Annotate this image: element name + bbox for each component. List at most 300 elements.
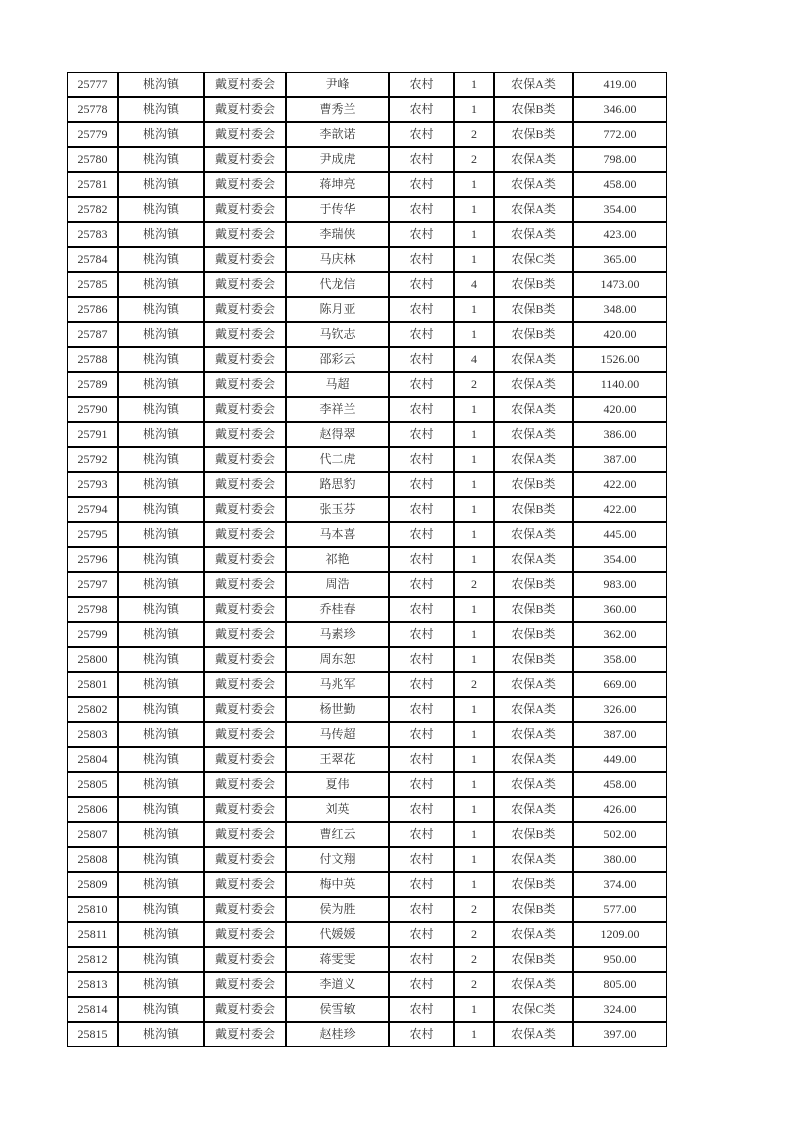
cell-persons: 1 bbox=[454, 247, 494, 272]
cell-id: 25777 bbox=[67, 72, 118, 97]
cell-village: 戴夏村委会 bbox=[204, 272, 286, 297]
table-row bbox=[67, 672, 667, 697]
cell-village: 戴夏村委会 bbox=[204, 322, 286, 347]
cell-town: 桃沟镇 bbox=[118, 147, 204, 172]
cell-persons: 1 bbox=[454, 872, 494, 897]
cell-id: 25796 bbox=[67, 547, 118, 572]
cell-persons: 1 bbox=[454, 172, 494, 197]
cell-name: 付文翔 bbox=[286, 847, 389, 872]
cell-name: 祁艳 bbox=[286, 547, 389, 572]
cell-amount: 358.00 bbox=[573, 647, 667, 672]
cell-persons: 1 bbox=[454, 422, 494, 447]
cell-town: 桃沟镇 bbox=[118, 597, 204, 622]
cell-village: 戴夏村委会 bbox=[204, 472, 286, 497]
cell-id: 25792 bbox=[67, 447, 118, 472]
cell-category: 农保B类 bbox=[494, 822, 573, 847]
cell-name: 蒋雯雯 bbox=[286, 947, 389, 972]
cell-id: 25798 bbox=[67, 597, 118, 622]
table-row bbox=[67, 547, 667, 572]
cell-town: 桃沟镇 bbox=[118, 1022, 204, 1047]
table-row bbox=[67, 422, 667, 447]
table-row bbox=[67, 497, 667, 522]
cell-village: 戴夏村委会 bbox=[204, 447, 286, 472]
cell-town: 桃沟镇 bbox=[118, 572, 204, 597]
cell-persons: 1 bbox=[454, 222, 494, 247]
cell-id: 25815 bbox=[67, 1022, 118, 1047]
cell-amount: 1140.00 bbox=[573, 372, 667, 397]
cell-amount: 420.00 bbox=[573, 322, 667, 347]
cell-residence: 农村 bbox=[389, 522, 454, 547]
cell-town: 桃沟镇 bbox=[118, 197, 204, 222]
cell-id: 25799 bbox=[67, 622, 118, 647]
cell-town: 桃沟镇 bbox=[118, 222, 204, 247]
cell-village: 戴夏村委会 bbox=[204, 497, 286, 522]
cell-village: 戴夏村委会 bbox=[204, 672, 286, 697]
cell-amount: 1209.00 bbox=[573, 922, 667, 947]
cell-persons: 1 bbox=[454, 447, 494, 472]
cell-village: 戴夏村委会 bbox=[204, 922, 286, 947]
cell-village: 戴夏村委会 bbox=[204, 847, 286, 872]
cell-village: 戴夏村委会 bbox=[204, 947, 286, 972]
table-row bbox=[67, 147, 667, 172]
cell-residence: 农村 bbox=[389, 247, 454, 272]
cell-town: 桃沟镇 bbox=[118, 472, 204, 497]
cell-category: 农保A类 bbox=[494, 422, 573, 447]
cell-id: 25787 bbox=[67, 322, 118, 347]
cell-name: 马超 bbox=[286, 372, 389, 397]
cell-residence: 农村 bbox=[389, 847, 454, 872]
cell-name: 马兆军 bbox=[286, 672, 389, 697]
table-row bbox=[67, 1022, 667, 1047]
cell-amount: 326.00 bbox=[573, 697, 667, 722]
cell-category: 农保A类 bbox=[494, 722, 573, 747]
cell-town: 桃沟镇 bbox=[118, 822, 204, 847]
table-row bbox=[67, 347, 667, 372]
cell-name: 赵桂珍 bbox=[286, 1022, 389, 1047]
cell-name: 于传华 bbox=[286, 197, 389, 222]
cell-residence: 农村 bbox=[389, 872, 454, 897]
cell-name: 蒋坤亮 bbox=[286, 172, 389, 197]
cell-amount: 324.00 bbox=[573, 997, 667, 1022]
cell-town: 桃沟镇 bbox=[118, 922, 204, 947]
cell-residence: 农村 bbox=[389, 222, 454, 247]
cell-amount: 458.00 bbox=[573, 172, 667, 197]
cell-amount: 362.00 bbox=[573, 622, 667, 647]
table-row bbox=[67, 97, 667, 122]
table-row bbox=[67, 572, 667, 597]
cell-amount: 380.00 bbox=[573, 847, 667, 872]
cell-town: 桃沟镇 bbox=[118, 72, 204, 97]
cell-persons: 1 bbox=[454, 747, 494, 772]
cell-persons: 2 bbox=[454, 122, 494, 147]
table-row bbox=[67, 897, 667, 922]
table-row bbox=[67, 72, 667, 97]
cell-name: 尹成虎 bbox=[286, 147, 389, 172]
cell-persons: 1 bbox=[454, 697, 494, 722]
cell-id: 25779 bbox=[67, 122, 118, 147]
cell-residence: 农村 bbox=[389, 372, 454, 397]
cell-residence: 农村 bbox=[389, 197, 454, 222]
cell-residence: 农村 bbox=[389, 697, 454, 722]
cell-residence: 农村 bbox=[389, 297, 454, 322]
cell-village: 戴夏村委会 bbox=[204, 372, 286, 397]
cell-category: 农保A类 bbox=[494, 547, 573, 572]
cell-town: 桃沟镇 bbox=[118, 122, 204, 147]
table-row bbox=[67, 172, 667, 197]
cell-village: 戴夏村委会 bbox=[204, 822, 286, 847]
cell-residence: 农村 bbox=[389, 622, 454, 647]
cell-amount: 354.00 bbox=[573, 197, 667, 222]
cell-id: 25808 bbox=[67, 847, 118, 872]
cell-id: 25811 bbox=[67, 922, 118, 947]
cell-village: 戴夏村委会 bbox=[204, 597, 286, 622]
cell-amount: 346.00 bbox=[573, 97, 667, 122]
cell-name: 代二虎 bbox=[286, 447, 389, 472]
table-row bbox=[67, 372, 667, 397]
cell-town: 桃沟镇 bbox=[118, 872, 204, 897]
cell-id: 25790 bbox=[67, 397, 118, 422]
table-row bbox=[67, 397, 667, 422]
cell-town: 桃沟镇 bbox=[118, 772, 204, 797]
cell-amount: 950.00 bbox=[573, 947, 667, 972]
cell-residence: 农村 bbox=[389, 797, 454, 822]
pension-records-table bbox=[67, 72, 667, 1047]
table-row bbox=[67, 322, 667, 347]
table-row bbox=[67, 447, 667, 472]
cell-residence: 农村 bbox=[389, 572, 454, 597]
cell-town: 桃沟镇 bbox=[118, 997, 204, 1022]
table-row bbox=[67, 847, 667, 872]
cell-category: 农保B类 bbox=[494, 472, 573, 497]
cell-town: 桃沟镇 bbox=[118, 347, 204, 372]
cell-category: 农保A类 bbox=[494, 847, 573, 872]
cell-village: 戴夏村委会 bbox=[204, 747, 286, 772]
cell-residence: 农村 bbox=[389, 547, 454, 572]
cell-name: 周东恕 bbox=[286, 647, 389, 672]
cell-residence: 农村 bbox=[389, 822, 454, 847]
cell-town: 桃沟镇 bbox=[118, 947, 204, 972]
cell-residence: 农村 bbox=[389, 472, 454, 497]
cell-village: 戴夏村委会 bbox=[204, 572, 286, 597]
cell-amount: 1473.00 bbox=[573, 272, 667, 297]
cell-name: 周浩 bbox=[286, 572, 389, 597]
cell-persons: 1 bbox=[454, 472, 494, 497]
cell-persons: 4 bbox=[454, 272, 494, 297]
cell-category: 农保A类 bbox=[494, 172, 573, 197]
cell-residence: 农村 bbox=[389, 747, 454, 772]
cell-amount: 422.00 bbox=[573, 472, 667, 497]
cell-category: 农保B类 bbox=[494, 622, 573, 647]
cell-amount: 669.00 bbox=[573, 672, 667, 697]
cell-residence: 农村 bbox=[389, 97, 454, 122]
cell-id: 25813 bbox=[67, 972, 118, 997]
table-row bbox=[67, 122, 667, 147]
cell-name: 李歆诺 bbox=[286, 122, 389, 147]
cell-name: 刘英 bbox=[286, 797, 389, 822]
table-row bbox=[67, 697, 667, 722]
cell-persons: 4 bbox=[454, 347, 494, 372]
cell-category: 农保A类 bbox=[494, 347, 573, 372]
cell-village: 戴夏村委会 bbox=[204, 222, 286, 247]
cell-id: 25801 bbox=[67, 672, 118, 697]
cell-residence: 农村 bbox=[389, 947, 454, 972]
cell-id: 25786 bbox=[67, 297, 118, 322]
cell-id: 25809 bbox=[67, 872, 118, 897]
cell-name: 夏伟 bbox=[286, 772, 389, 797]
cell-village: 戴夏村委会 bbox=[204, 522, 286, 547]
cell-persons: 1 bbox=[454, 547, 494, 572]
cell-name: 梅中英 bbox=[286, 872, 389, 897]
cell-amount: 983.00 bbox=[573, 572, 667, 597]
cell-residence: 农村 bbox=[389, 597, 454, 622]
cell-residence: 农村 bbox=[389, 772, 454, 797]
cell-id: 25806 bbox=[67, 797, 118, 822]
table-row bbox=[67, 197, 667, 222]
cell-amount: 374.00 bbox=[573, 872, 667, 897]
cell-name: 赵得翠 bbox=[286, 422, 389, 447]
table-row bbox=[67, 947, 667, 972]
cell-category: 农保A类 bbox=[494, 1022, 573, 1047]
cell-name: 马钦志 bbox=[286, 322, 389, 347]
cell-category: 农保A类 bbox=[494, 972, 573, 997]
cell-name: 李瑞侠 bbox=[286, 222, 389, 247]
cell-village: 戴夏村委会 bbox=[204, 147, 286, 172]
cell-category: 农保A类 bbox=[494, 372, 573, 397]
cell-persons: 2 bbox=[454, 972, 494, 997]
table-body bbox=[67, 72, 667, 1047]
table-row bbox=[67, 822, 667, 847]
cell-persons: 1 bbox=[454, 647, 494, 672]
cell-category: 农保A类 bbox=[494, 522, 573, 547]
cell-id: 25814 bbox=[67, 997, 118, 1022]
cell-amount: 502.00 bbox=[573, 822, 667, 847]
cell-category: 农保A类 bbox=[494, 797, 573, 822]
cell-town: 桃沟镇 bbox=[118, 672, 204, 697]
cell-id: 25793 bbox=[67, 472, 118, 497]
cell-residence: 农村 bbox=[389, 922, 454, 947]
cell-residence: 农村 bbox=[389, 172, 454, 197]
cell-id: 25785 bbox=[67, 272, 118, 297]
cell-name: 李祥兰 bbox=[286, 397, 389, 422]
cell-residence: 农村 bbox=[389, 347, 454, 372]
cell-name: 乔桂春 bbox=[286, 597, 389, 622]
cell-name: 曹秀兰 bbox=[286, 97, 389, 122]
cell-town: 桃沟镇 bbox=[118, 172, 204, 197]
cell-category: 农保A类 bbox=[494, 697, 573, 722]
cell-town: 桃沟镇 bbox=[118, 697, 204, 722]
table-row bbox=[67, 972, 667, 997]
cell-village: 戴夏村委会 bbox=[204, 997, 286, 1022]
table-row bbox=[67, 522, 667, 547]
cell-residence: 农村 bbox=[389, 897, 454, 922]
cell-category: 农保B类 bbox=[494, 322, 573, 347]
cell-persons: 1 bbox=[454, 722, 494, 747]
cell-town: 桃沟镇 bbox=[118, 322, 204, 347]
table-row bbox=[67, 772, 667, 797]
cell-id: 25802 bbox=[67, 697, 118, 722]
cell-id: 25797 bbox=[67, 572, 118, 597]
cell-town: 桃沟镇 bbox=[118, 797, 204, 822]
cell-persons: 1 bbox=[454, 1022, 494, 1047]
table-row bbox=[67, 472, 667, 497]
cell-residence: 农村 bbox=[389, 972, 454, 997]
cell-id: 25812 bbox=[67, 947, 118, 972]
cell-town: 桃沟镇 bbox=[118, 972, 204, 997]
table-row bbox=[67, 997, 667, 1022]
cell-persons: 1 bbox=[454, 522, 494, 547]
cell-name: 陈月亚 bbox=[286, 297, 389, 322]
cell-name: 马素珍 bbox=[286, 622, 389, 647]
cell-id: 25804 bbox=[67, 747, 118, 772]
cell-amount: 387.00 bbox=[573, 447, 667, 472]
cell-village: 戴夏村委会 bbox=[204, 97, 286, 122]
cell-town: 桃沟镇 bbox=[118, 272, 204, 297]
cell-village: 戴夏村委会 bbox=[204, 897, 286, 922]
cell-town: 桃沟镇 bbox=[118, 247, 204, 272]
cell-id: 25800 bbox=[67, 647, 118, 672]
table-row bbox=[67, 597, 667, 622]
cell-village: 戴夏村委会 bbox=[204, 547, 286, 572]
cell-category: 农保B类 bbox=[494, 572, 573, 597]
cell-category: 农保A类 bbox=[494, 197, 573, 222]
cell-village: 戴夏村委会 bbox=[204, 722, 286, 747]
cell-village: 戴夏村委会 bbox=[204, 622, 286, 647]
cell-id: 25778 bbox=[67, 97, 118, 122]
cell-name: 尹峰 bbox=[286, 72, 389, 97]
cell-town: 桃沟镇 bbox=[118, 847, 204, 872]
cell-persons: 1 bbox=[454, 847, 494, 872]
cell-category: 农保B类 bbox=[494, 497, 573, 522]
cell-village: 戴夏村委会 bbox=[204, 1022, 286, 1047]
cell-amount: 419.00 bbox=[573, 72, 667, 97]
cell-village: 戴夏村委会 bbox=[204, 397, 286, 422]
cell-persons: 1 bbox=[454, 322, 494, 347]
table-row bbox=[67, 922, 667, 947]
cell-category: 农保B类 bbox=[494, 947, 573, 972]
cell-amount: 365.00 bbox=[573, 247, 667, 272]
cell-amount: 360.00 bbox=[573, 597, 667, 622]
cell-village: 戴夏村委会 bbox=[204, 972, 286, 997]
table-row bbox=[67, 722, 667, 747]
cell-residence: 农村 bbox=[389, 647, 454, 672]
cell-town: 桃沟镇 bbox=[118, 622, 204, 647]
cell-category: 农保A类 bbox=[494, 72, 573, 97]
cell-village: 戴夏村委会 bbox=[204, 772, 286, 797]
cell-persons: 1 bbox=[454, 797, 494, 822]
cell-amount: 348.00 bbox=[573, 297, 667, 322]
cell-name: 曹红云 bbox=[286, 822, 389, 847]
cell-id: 25810 bbox=[67, 897, 118, 922]
cell-persons: 2 bbox=[454, 147, 494, 172]
cell-village: 戴夏村委会 bbox=[204, 422, 286, 447]
cell-town: 桃沟镇 bbox=[118, 447, 204, 472]
cell-name: 张玉芬 bbox=[286, 497, 389, 522]
cell-amount: 387.00 bbox=[573, 722, 667, 747]
cell-village: 戴夏村委会 bbox=[204, 347, 286, 372]
cell-town: 桃沟镇 bbox=[118, 747, 204, 772]
table-row bbox=[67, 747, 667, 772]
cell-name: 杨世勤 bbox=[286, 697, 389, 722]
cell-town: 桃沟镇 bbox=[118, 522, 204, 547]
table-row bbox=[67, 222, 667, 247]
cell-name: 侯雪敏 bbox=[286, 997, 389, 1022]
cell-amount: 397.00 bbox=[573, 1022, 667, 1047]
cell-residence: 农村 bbox=[389, 447, 454, 472]
cell-persons: 2 bbox=[454, 572, 494, 597]
cell-name: 马庆林 bbox=[286, 247, 389, 272]
cell-village: 戴夏村委会 bbox=[204, 172, 286, 197]
cell-id: 25782 bbox=[67, 197, 118, 222]
cell-village: 戴夏村委会 bbox=[204, 247, 286, 272]
cell-name: 代龙信 bbox=[286, 272, 389, 297]
cell-category: 农保B类 bbox=[494, 297, 573, 322]
cell-amount: 420.00 bbox=[573, 397, 667, 422]
cell-category: 农保A类 bbox=[494, 397, 573, 422]
table-row bbox=[67, 247, 667, 272]
cell-amount: 423.00 bbox=[573, 222, 667, 247]
cell-residence: 农村 bbox=[389, 122, 454, 147]
cell-persons: 2 bbox=[454, 897, 494, 922]
table-row bbox=[67, 872, 667, 897]
cell-town: 桃沟镇 bbox=[118, 722, 204, 747]
cell-residence: 农村 bbox=[389, 422, 454, 447]
cell-residence: 农村 bbox=[389, 997, 454, 1022]
cell-village: 戴夏村委会 bbox=[204, 197, 286, 222]
cell-town: 桃沟镇 bbox=[118, 897, 204, 922]
cell-id: 25781 bbox=[67, 172, 118, 197]
cell-id: 25795 bbox=[67, 522, 118, 547]
cell-persons: 2 bbox=[454, 672, 494, 697]
cell-town: 桃沟镇 bbox=[118, 547, 204, 572]
cell-residence: 农村 bbox=[389, 722, 454, 747]
cell-persons: 1 bbox=[454, 497, 494, 522]
cell-name: 李道义 bbox=[286, 972, 389, 997]
cell-category: 农保A类 bbox=[494, 222, 573, 247]
cell-residence: 农村 bbox=[389, 672, 454, 697]
cell-amount: 1526.00 bbox=[573, 347, 667, 372]
cell-residence: 农村 bbox=[389, 397, 454, 422]
cell-category: 农保A类 bbox=[494, 772, 573, 797]
cell-id: 25783 bbox=[67, 222, 118, 247]
cell-persons: 1 bbox=[454, 997, 494, 1022]
cell-persons: 1 bbox=[454, 197, 494, 222]
cell-village: 戴夏村委会 bbox=[204, 872, 286, 897]
cell-persons: 1 bbox=[454, 622, 494, 647]
cell-id: 25791 bbox=[67, 422, 118, 447]
cell-amount: 458.00 bbox=[573, 772, 667, 797]
cell-category: 农保C类 bbox=[494, 997, 573, 1022]
cell-name: 马传超 bbox=[286, 722, 389, 747]
table-row bbox=[67, 647, 667, 672]
cell-name: 代媛媛 bbox=[286, 922, 389, 947]
cell-id: 25784 bbox=[67, 247, 118, 272]
cell-category: 农保B类 bbox=[494, 272, 573, 297]
cell-name: 侯为胜 bbox=[286, 897, 389, 922]
cell-id: 25805 bbox=[67, 772, 118, 797]
cell-persons: 1 bbox=[454, 297, 494, 322]
table-row bbox=[67, 297, 667, 322]
cell-category: 农保A类 bbox=[494, 672, 573, 697]
cell-amount: 354.00 bbox=[573, 547, 667, 572]
cell-persons: 1 bbox=[454, 597, 494, 622]
cell-category: 农保A类 bbox=[494, 922, 573, 947]
cell-village: 戴夏村委会 bbox=[204, 647, 286, 672]
cell-persons: 1 bbox=[454, 397, 494, 422]
cell-category: 农保A类 bbox=[494, 147, 573, 172]
cell-town: 桃沟镇 bbox=[118, 422, 204, 447]
cell-amount: 805.00 bbox=[573, 972, 667, 997]
cell-town: 桃沟镇 bbox=[118, 97, 204, 122]
